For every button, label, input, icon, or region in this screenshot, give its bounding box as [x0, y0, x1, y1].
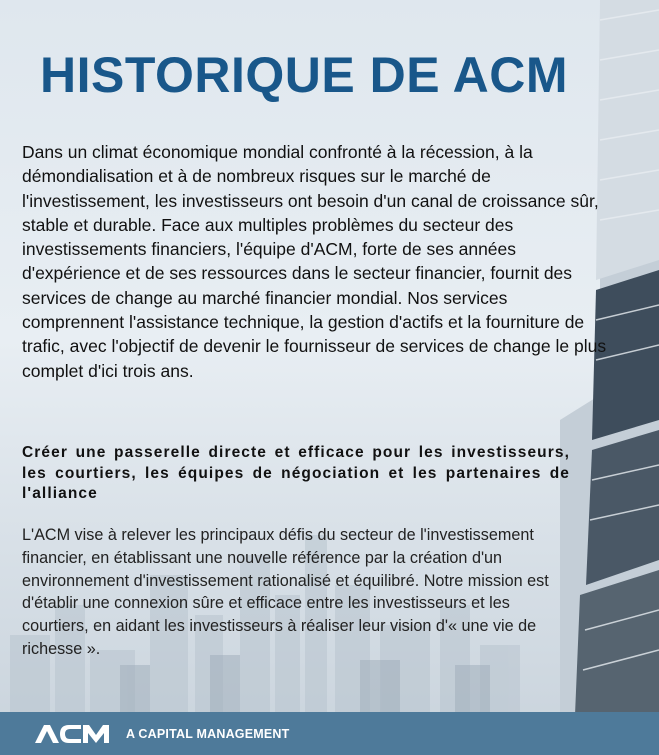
footer-bar: [0, 712, 659, 755]
mission-subtitle: Créer une passerelle directe et efficace pour les investisseurs, les courtiers, les équipes de négociation et les partenaires de l'alliance: [22, 444, 570, 502]
acm-logo-icon: [35, 723, 111, 745]
page-title: HISTORIQUE DE ACM: [40, 47, 568, 103]
intro-paragraph: Dans un climat économique mondial confronté à la récession, à la démondialisation et à de nombreux risques sur le marché de l'investissement, les investisseurs ont besoin d'un canal de croissance sûr, stable et durable. Face aux multiples problèmes du secteur des investissements financiers, l'équipe d'ACM, forte de ses années d'expérience et de ses ressources dans le secteur financier, fournit des services de change au marché financier mondial. Nos services comprennent l'assistance technique, la gestion d'actifs et la fourniture de trafic, avec l'objectif de devenir le fournisseur de services de change le plus complet d'ici trois ans.: [22, 142, 607, 381]
brand-name: A CAPITAL MANAGEMENT: [126, 726, 290, 741]
mission-paragraph: L'ACM vise à relever les principaux défis du secteur de l'investissement financier, en établissant une nouvelle référence par la création d'un environnement d'investissement rationalisé et équilibré. Notre mission est d'établir une connexion sûre et efficace entre les investisseurs et les courtiers, en aidant les investisseurs à réaliser leur vision d'« une vie de richesse ».: [22, 526, 549, 658]
